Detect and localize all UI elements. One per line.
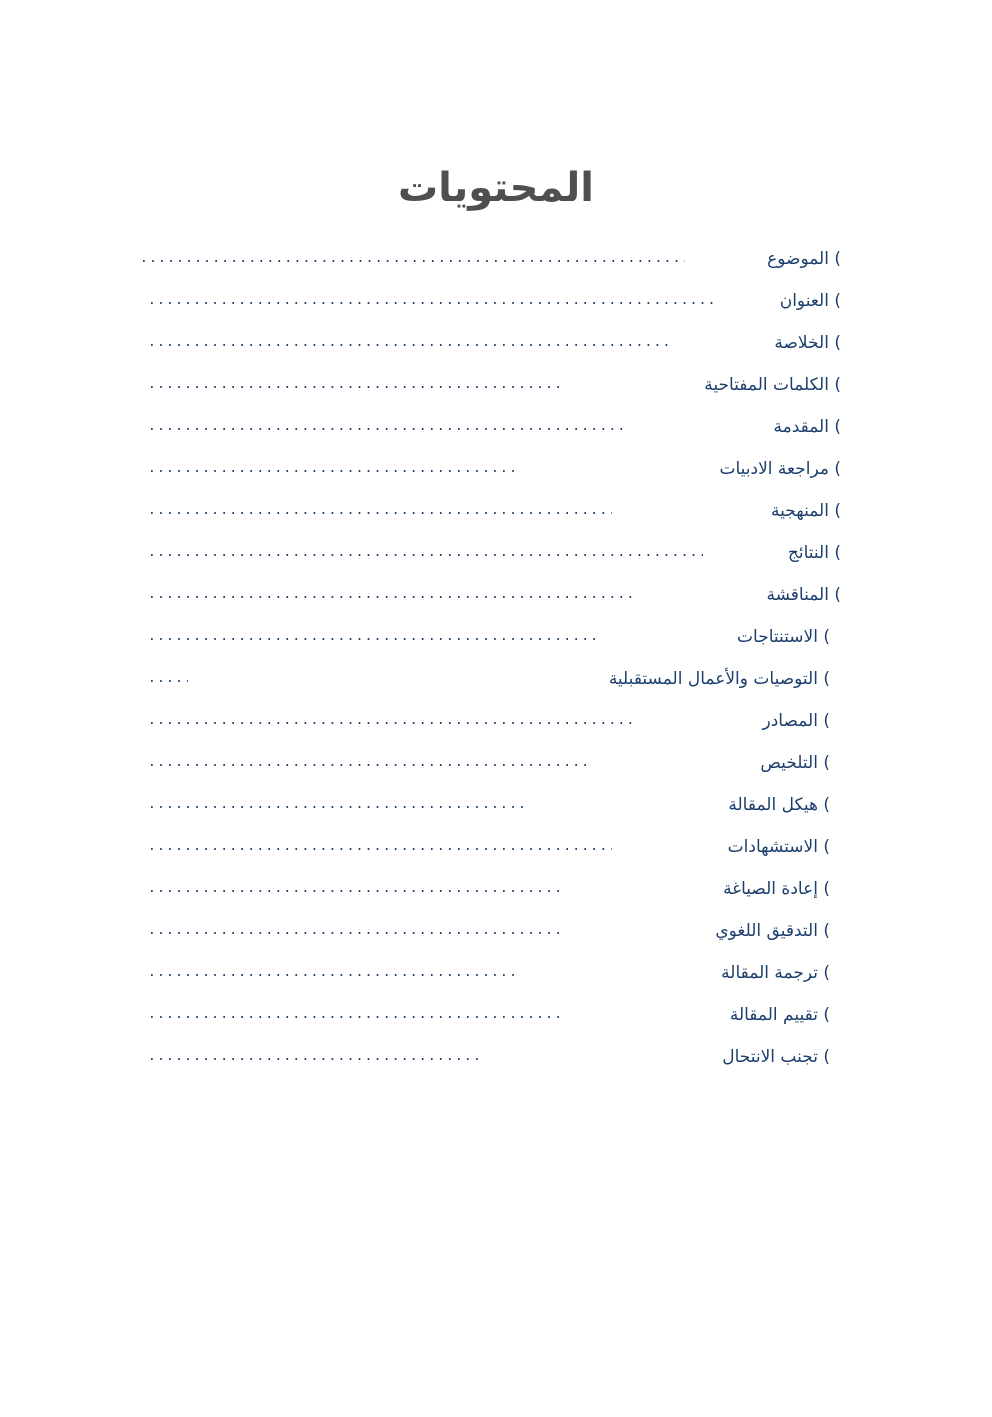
toc-item-label: ) الخلاصة bbox=[774, 333, 841, 353]
toc-item-marker: ) bbox=[823, 1047, 830, 1067]
toc-item bbox=[0, 826, 992, 868]
toc-item-leader bbox=[148, 322, 668, 364]
toc-item-leader bbox=[148, 952, 515, 994]
toc-item-label: ) مراجعة الادبيات bbox=[719, 459, 841, 479]
toc-item-marker: ) bbox=[834, 249, 841, 269]
toc-item bbox=[0, 1036, 992, 1078]
toc-item-leader bbox=[148, 574, 636, 616]
toc-item bbox=[0, 448, 992, 490]
toc-item-marker: ) bbox=[834, 417, 841, 437]
toc-item bbox=[0, 616, 992, 658]
toc-item-leader bbox=[148, 700, 636, 742]
toc-item-marker: ) bbox=[823, 1005, 830, 1025]
toc-item bbox=[0, 742, 992, 784]
toc-item-leader bbox=[148, 364, 565, 406]
toc-item-leader bbox=[148, 742, 588, 784]
toc-item-leader bbox=[148, 784, 523, 826]
toc-item-leader bbox=[148, 1036, 482, 1078]
toc-item-marker: ) bbox=[834, 291, 841, 311]
toc-item-label: ) تقييم المقالة bbox=[729, 1005, 830, 1025]
toc-item-marker: ) bbox=[834, 543, 841, 563]
toc-item-marker: ) bbox=[823, 795, 830, 815]
toc-item-label: ) التوصيات والأعمال المستقبلية bbox=[608, 669, 830, 689]
table-of-contents bbox=[0, 238, 992, 1078]
toc-item-label: ) المقدمة bbox=[773, 417, 841, 437]
toc-item-marker: ) bbox=[834, 333, 841, 353]
toc-item-leader bbox=[148, 658, 188, 700]
toc-item-leader bbox=[148, 616, 596, 658]
toc-item-marker: ) bbox=[823, 669, 830, 689]
toc-item-leader bbox=[148, 910, 565, 952]
toc-item-marker: ) bbox=[834, 375, 841, 395]
toc-item bbox=[0, 952, 992, 994]
toc-item bbox=[0, 868, 992, 910]
toc-item-marker: ) bbox=[834, 585, 841, 605]
toc-item bbox=[0, 784, 992, 826]
toc-item-marker: ) bbox=[834, 501, 841, 521]
toc-item-marker: ) bbox=[834, 459, 841, 479]
toc-item bbox=[0, 658, 992, 700]
toc-item-marker: ) bbox=[823, 753, 830, 773]
toc-item-label: ) التدقيق اللغوي bbox=[715, 921, 830, 941]
toc-item-leader bbox=[148, 532, 703, 574]
toc-item-leader bbox=[148, 994, 565, 1036]
toc-item bbox=[0, 490, 992, 532]
toc-item bbox=[0, 364, 992, 406]
toc-item-leader bbox=[148, 448, 515, 490]
toc-item-label: ) التلخيص bbox=[760, 753, 830, 773]
toc-item-marker: ) bbox=[823, 963, 830, 983]
toc-item bbox=[0, 406, 992, 448]
toc-item-label: ) النتائج bbox=[787, 543, 841, 563]
toc-item-leader bbox=[148, 826, 612, 868]
toc-item-marker: ) bbox=[823, 711, 830, 731]
toc-item-label: ) إعادة الصياغة bbox=[723, 879, 830, 899]
toc-item-label: ) هيكل المقالة bbox=[728, 795, 830, 815]
toc-item bbox=[0, 322, 992, 364]
toc-item bbox=[0, 700, 992, 742]
toc-item-leader bbox=[148, 406, 628, 448]
toc-item bbox=[0, 994, 992, 1036]
toc-item-label: ) المناقشة bbox=[766, 585, 841, 605]
toc-item bbox=[0, 910, 992, 952]
toc-item bbox=[0, 238, 992, 280]
toc-item-leader bbox=[140, 238, 685, 280]
toc-item-label: ) المنهجية bbox=[771, 501, 841, 521]
toc-item bbox=[0, 280, 992, 322]
toc-item-marker: ) bbox=[823, 837, 830, 857]
toc-item-leader bbox=[148, 868, 565, 910]
toc-item-label: ) تجنب الانتحال bbox=[722, 1047, 830, 1067]
toc-item-label: ) العنوان bbox=[779, 291, 841, 311]
toc-item-label: ) الموضوع bbox=[767, 249, 841, 269]
toc-item-marker: ) bbox=[823, 879, 830, 899]
toc-item-label: ) المصادر bbox=[762, 711, 830, 731]
toc-item-marker: ) bbox=[823, 921, 830, 941]
toc-item-label: ) الكلمات المفتاحية bbox=[704, 375, 841, 395]
page-title: المحتويات bbox=[397, 165, 594, 211]
toc-item bbox=[0, 532, 992, 574]
toc-item-label: ) الاستشهادات bbox=[727, 837, 830, 857]
toc-item-leader bbox=[148, 280, 718, 322]
toc-item-leader bbox=[148, 490, 612, 532]
toc-item-label: ) الاستنتاجات bbox=[737, 627, 830, 647]
toc-item-marker: ) bbox=[823, 627, 830, 647]
toc-item-label: ) ترجمة المقالة bbox=[721, 963, 830, 983]
toc-item bbox=[0, 574, 992, 616]
